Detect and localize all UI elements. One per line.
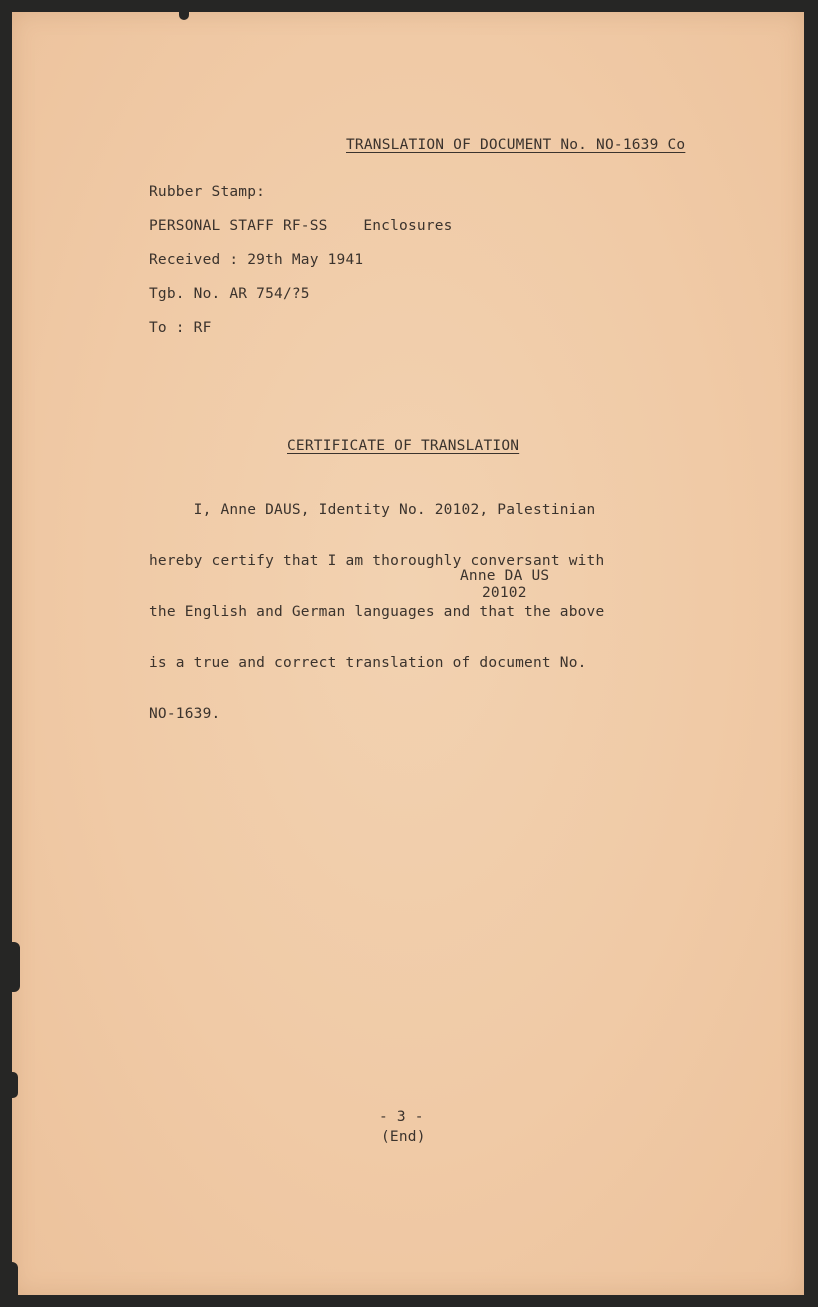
paper-tear: [179, 12, 189, 20]
certificate-body: [149, 468, 669, 757]
certificate-line: NO-1639.: [149, 706, 221, 722]
paper-tear: [12, 942, 20, 992]
page-number: - 3 -: [379, 1109, 424, 1125]
document-title: TRANSLATION OF DOCUMENT No. NO-1639 Co: [346, 137, 686, 153]
signature-name: Anne DA US: [460, 568, 550, 584]
certificate-heading: CERTIFICATE OF TRANSLATION: [287, 438, 520, 454]
paper-tear: [12, 1262, 18, 1295]
end-marker: (End): [381, 1129, 426, 1145]
stamp-received-line: Received : 29th May 1941: [149, 252, 364, 268]
certificate-line: is a true and correct translation of document No.: [149, 655, 587, 671]
certificate-line: hereby certify that I am thoroughly conversant with: [149, 553, 605, 569]
paper-tear: [12, 1072, 18, 1098]
stamp-label: Rubber Stamp:: [149, 184, 266, 200]
document-page: [12, 12, 804, 1295]
stamp-staff-line: PERSONAL STAFF RF-SS Enclosures: [149, 218, 453, 234]
certificate-line: the English and German languages and that the above: [149, 604, 605, 620]
stamp-to-line: To : RF: [149, 320, 212, 336]
certificate-line: I, Anne DAUS, Identity No. 20102, Palestinian: [149, 502, 596, 518]
signature-id: 20102: [482, 585, 527, 601]
stamp-tgb-line: Tgb. No. AR 754/?5: [149, 286, 310, 302]
